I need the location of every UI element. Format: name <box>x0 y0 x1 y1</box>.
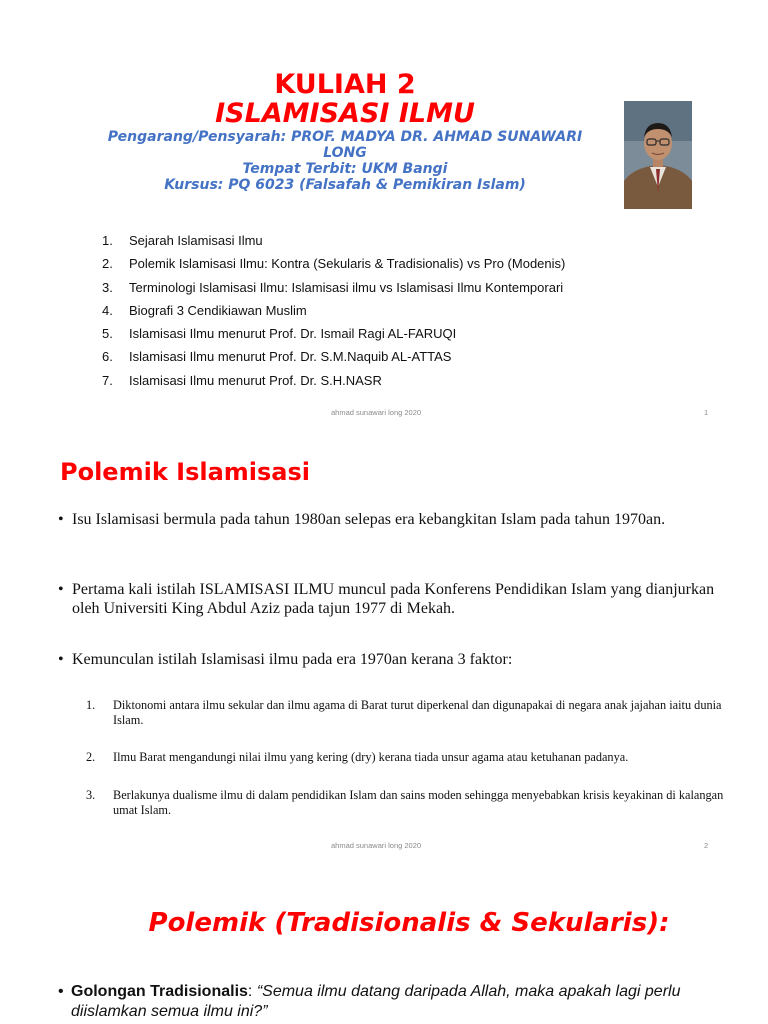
factor-item <box>86 788 736 818</box>
list-number: 5. <box>102 326 113 342</box>
slide-footer: ahmad sunawari long 2020 <box>331 841 422 850</box>
author-photo <box>624 101 692 209</box>
bullet-text: Pertama kali istilah ISLAMISASI ILMU muncul pada Konferens Pendidikan Islam yang dianjurkan oleh Universiti King Abdul Aziz pada tajun 1977 di Mekah. <box>72 581 715 617</box>
bullet-item <box>58 982 748 1022</box>
list-number: 4. <box>102 302 113 318</box>
list-text: Biografi 3 Cendikiawan Muslim <box>129 302 307 318</box>
list-item <box>92 299 565 322</box>
bullet-label: Golongan Tradisionalis <box>71 983 248 1000</box>
bullet-text <box>71 982 748 1022</box>
author-line: Pengarang/Pensyarah: PROF. MADYA DR. AHMAD SUNAWARI <box>107 129 583 145</box>
list-number: 1. <box>102 233 113 248</box>
list-number: 1. <box>86 698 96 712</box>
bullet-quote: “Semua ilmu datang daripada Allah, maka apakah lagi perlu diislamkan semua ilmu ini?” <box>71 983 681 1020</box>
bullet-item <box>58 580 732 618</box>
bullet-dot: • <box>58 983 64 1000</box>
list-number: 2. <box>86 750 96 764</box>
lecture-subtitle: ISLAMISASI ILMU <box>215 98 475 129</box>
factor-item <box>86 750 736 765</box>
list-item <box>92 369 565 392</box>
list-number: 3. <box>102 279 113 295</box>
bullet-separator: : <box>247 983 257 1000</box>
slide-title: Polemik Islamisasi <box>60 458 310 486</box>
list-text: Islamisasi Ilmu menurut Prof. Dr. Ismail Ragi AL-FARUQI <box>129 326 457 342</box>
slide-footer: ahmad sunawari long 2020 <box>331 408 422 417</box>
author-line-2: LONG <box>323 145 367 161</box>
list-item <box>92 229 565 252</box>
list-number: 7. <box>102 372 113 388</box>
bullet-text: Kemunculan istilah Islamisasi ilmu pada era 1970an kerana 3 faktor: <box>72 651 513 668</box>
factor-item <box>86 698 736 728</box>
title-block <box>80 70 610 193</box>
list-text: Sejarah Islamisasi Ilmu <box>129 233 263 248</box>
slide-1 <box>0 0 768 432</box>
list-text: Diktonomi antara ilmu sekular dan ilmu agama di Barat turut diperkenal dan digunapakai di negara anak jajahan iaitu dunia Islam. <box>113 698 722 727</box>
list-number: 3. <box>86 788 96 802</box>
lecture-title: KULIAH 2 <box>274 69 416 100</box>
bullet-item <box>58 650 732 669</box>
topic-list <box>92 229 565 392</box>
bullet-dot: • <box>58 581 64 598</box>
page-number: 1 <box>704 408 709 417</box>
bullet-dot: • <box>58 511 64 528</box>
list-item <box>92 276 565 299</box>
bullet-dot: • <box>58 651 64 668</box>
list-text: Terminologi Islamisasi Ilmu: Islamisasi ilmu vs Islamisasi Ilmu Kontemporari <box>129 279 564 295</box>
list-text: Islamisasi Ilmu menurut Prof. Dr. S.M.Naquib AL-ATTAS <box>129 349 452 365</box>
list-text: Islamisasi Ilmu menurut Prof. Dr. S.H.NASR <box>129 372 382 388</box>
course-line: Kursus: PQ 6023 (Falsafah & Pemikiran Islam) <box>164 177 526 193</box>
list-number: 2. <box>102 256 113 272</box>
author-portrait-image <box>624 101 692 209</box>
list-text: Berlakunya dualisme ilmu di dalam pendidikan Islam dan sains moden sehingga menyebabkan krisis keyakinan di kalangan umat Islam. <box>113 788 724 817</box>
slide-title: Polemik (Tradisionalis & Sekularis): <box>148 908 670 938</box>
bullet-item <box>58 510 732 529</box>
list-item <box>92 252 565 275</box>
slide-2 <box>0 434 768 866</box>
list-number: 6. <box>102 349 113 365</box>
list-text: Ilmu Barat mengandungi nilai ilmu yang kering (dry) kerana tiada unsur agama atau ketuhanan padanya. <box>113 750 629 764</box>
bullet-text: Isu Islamisasi bermula pada tahun 1980an selepas era kebangkitan Islam pada tahun 1970an. <box>72 511 666 528</box>
publish-place: Tempat Terbit: UKM Bangi <box>242 161 448 177</box>
list-text: Polemik Islamisasi Ilmu: Kontra (Sekularis & Tradisionalis) vs Pro (Modenis) <box>129 256 566 272</box>
list-item <box>92 322 565 345</box>
slide-3 <box>0 868 768 1024</box>
page-number: 2 <box>704 841 709 850</box>
list-item <box>92 345 565 368</box>
